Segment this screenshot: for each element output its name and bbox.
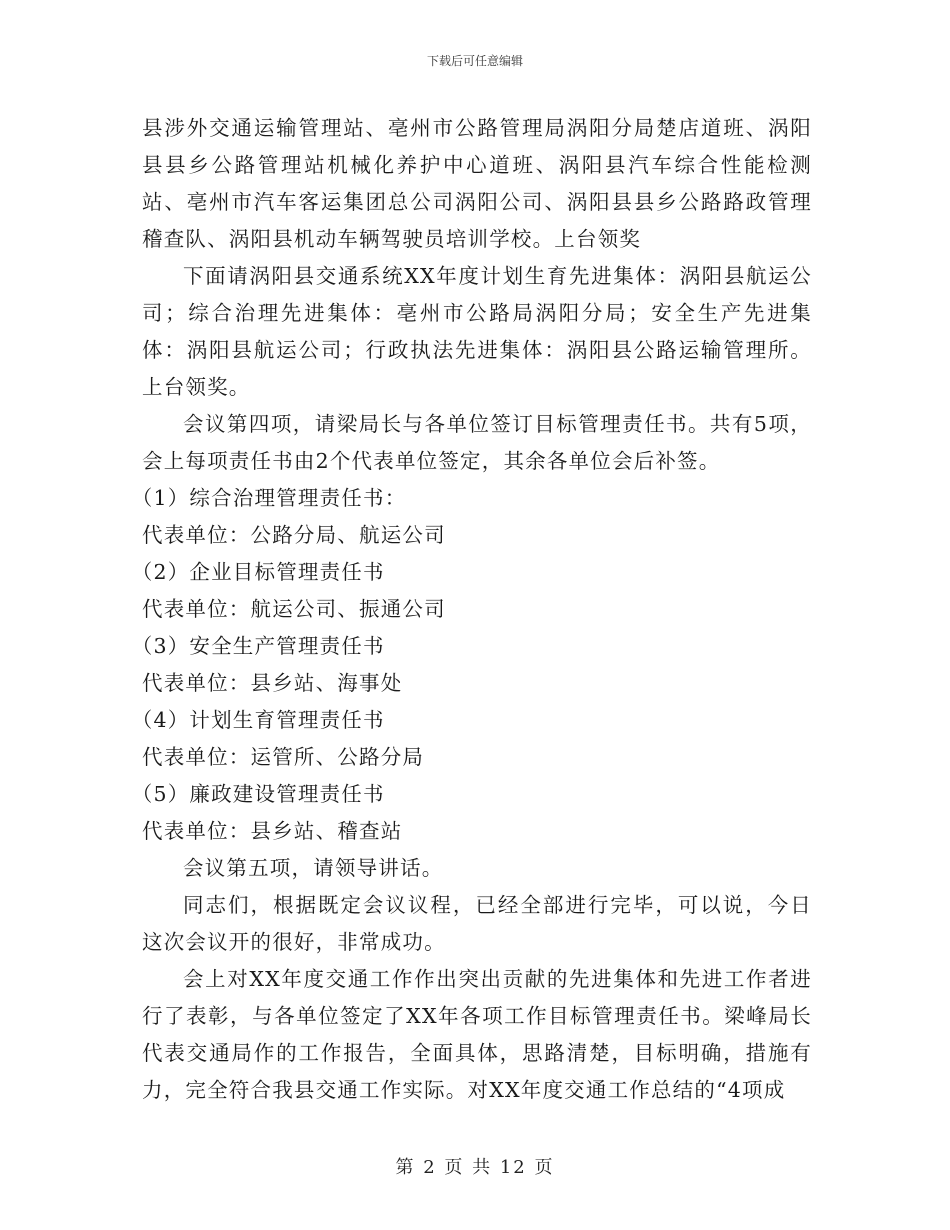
page-header-note: 下载后可任意编辑: [426, 54, 523, 68]
responsibility-item-4-title: （4）计划生育管理责任书: [131, 708, 385, 732]
document-body: [131, 110, 812, 1109]
paragraph-award-list: 县涉外交通运输管理站、亳州市公路管理局涡阳分局楚店道班、涡阳县县乡公路管理站机械化养护中心道班、涡阳县汽车综合性能检测站、亳州市汽车客运集团总公司涡阳公司、涡阳县县乡公路路政管理稽查队、涡阳县机动车辆驾驶员培训学校。上台领奖: [142, 116, 812, 251]
responsibility-item-5-reps: 代表单位：县乡站、稽查站: [142, 819, 403, 843]
paragraph-closing-remarks: 同志们，根据既定会议议程，已经全部进行完毕，可以说，今日这次会议开的很好，非常成功。: [142, 893, 812, 954]
responsibility-item-1-reps: 代表单位：公路分局、航运公司: [142, 523, 446, 547]
responsibility-item-3-reps: 代表单位：县乡站、海事处: [142, 671, 403, 695]
responsibility-item-2-title: （2）企业目标管理责任书: [131, 560, 385, 584]
paragraph-advanced-collectives: 下面请涡阳县交通系统XX年度计划生育先进集体：涡阳县航运公司；综合治理先进集体：亳州市公路局涡阳分局；安全生产先进集体：涡阳县航运公司；行政执法先进集体：涡阳县公路运输管理所。上台领奖。: [142, 264, 812, 399]
responsibility-item-2-reps: 代表单位：航运公司、振通公司: [142, 597, 446, 621]
paragraph-item-four: 会议第四项，请梁局长与各单位签订目标管理责任书。共有5项，会上每项责任书由2个代表单位签定，其余各单位会后补签。: [142, 412, 812, 473]
paragraph-item-five: 会议第五项，请领导讲话。: [183, 856, 444, 880]
responsibility-item-3-title: （3）安全生产管理责任书: [131, 634, 385, 658]
responsibility-item-1-title: （1）综合治理管理责任书：: [131, 486, 407, 510]
page-footer-number: 第 2 页 共 12 页: [395, 1157, 555, 1178]
paragraph-summary: 会上对XX年度交通工作作出突出贡献的先进集体和先进工作者进行了表彰，与各单位签定了XX年各项工作目标管理责任书。梁峰局长代表交通局作的工作报告，全面具体，思路清楚，目标明确，措施有力，完全符合我县交通工作实际。对XX年度交通工作总结的“4项成: [142, 967, 812, 1102]
responsibility-item-5-title: （5）廉政建设管理责任书: [131, 782, 385, 806]
responsibility-item-4-reps: 代表单位：运管所、公路分局: [142, 745, 425, 769]
